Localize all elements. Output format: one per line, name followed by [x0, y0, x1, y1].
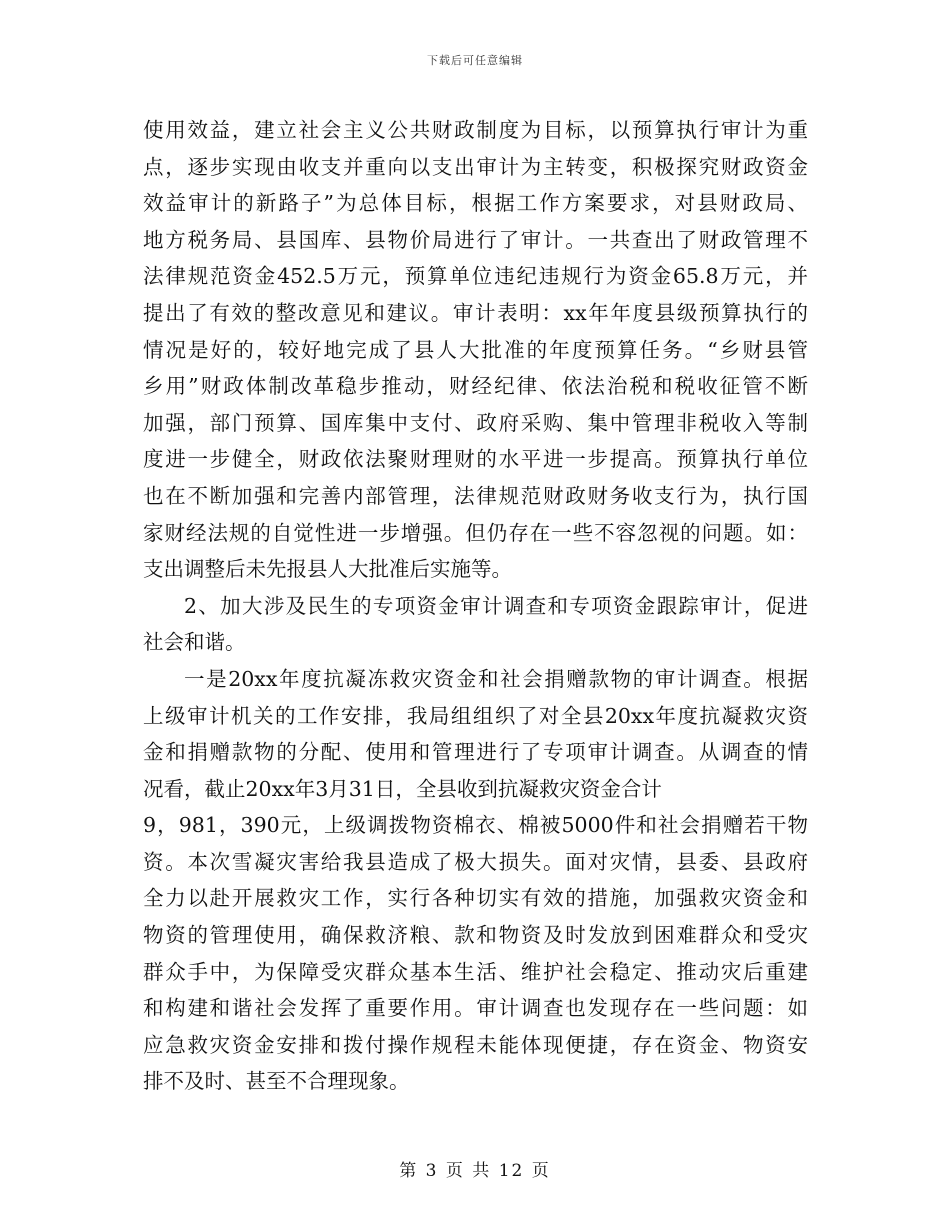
- paragraph-1: [143, 112, 808, 588]
- text-line: 群众手中，为保障受灾群众基本生活、维护社会稳定、推动灾后重建: [143, 959, 808, 984]
- text-line: 物资的管理使用，确保救济粮、款和物资及时发放到困难群众和受灾: [143, 923, 808, 948]
- text-line: 支出调整后未先报县人大批准后实施等。: [143, 557, 512, 582]
- text-line: 和构建和谐社会发挥了重要作用。审计调查也发现存在一些问题：如: [143, 996, 808, 1021]
- text-line: 2、加大涉及民生的专项资金审计调查和专项资金跟踪审计，促进: [184, 593, 808, 618]
- text-line: 地方税务局、县国库、县物价局进行了审计。一共查出了财政管理不: [143, 227, 808, 252]
- text-line: 法律规范资金452.5万元，预算单位违纪违规行为资金65.8万元，并: [143, 264, 808, 289]
- text-line: 情况是好的，较好地完成了县人大批准的年度预算任务。“乡财县管: [143, 337, 808, 362]
- text-line: 效益审计的新路子”为总体目标，根据工作方案要求，对县财政局、: [143, 191, 808, 216]
- text-line: 一是20xx年度抗凝冻救灾资金和社会捐赠款物的审计调查。根据: [184, 666, 808, 691]
- text-line: 点，逐步实现由收支并重向以支出审计为主转变，积极探究财政资金: [143, 154, 808, 179]
- text-line: 家财经法规的自觉性进一步增强。但仍存在一些不容忽视的问题。如：: [143, 520, 808, 545]
- paragraph-2: [143, 588, 808, 661]
- text-line: 提出了有效的整改意见和建议。审计表明：xx年年度县级预算执行的: [143, 300, 808, 325]
- text-line: 加强，部门预算、国库集中支付、政府采购、集中管理非税收入等制: [143, 410, 808, 435]
- text-line: 应急救灾资金安排和拨付操作规程未能体现便捷，存在资金、物资安: [143, 1032, 808, 1057]
- paragraph-3: [143, 661, 808, 1100]
- text-line: 况看，截止20xx年3月31日，全县收到抗凝救灾资金合计: [143, 776, 662, 801]
- text-line: 社会和谐。: [143, 630, 246, 655]
- text-line: 9，981，390元，上级调拨物资棉衣、棉被5000件和社会捐赠若干物: [143, 813, 808, 838]
- page-header: 下载后可任意编辑: [427, 54, 523, 67]
- text-line: 使用效益，建立社会主义公共财政制度为目标，以预算执行审计为重: [143, 118, 808, 142]
- text-line: 度进一步健全，财政依法聚财理财的水平进一步提高。预算执行单位: [143, 447, 808, 472]
- text-line: 金和捐赠款物的分配、使用和管理进行了专项审计调查。从调查的情: [143, 740, 808, 765]
- text-line: 乡用”财政体制改革稳步推动，财经纪律、依法治税和税收征管不断: [143, 374, 808, 399]
- text-line: 上级审计机关的工作安排，我局组组织了对全县20xx年度抗凝救灾资: [143, 703, 808, 728]
- document-body: [143, 112, 808, 1100]
- text-line: 全力以赴开展救灾工作，实行各种切实有效的措施，加强救灾资金和: [143, 886, 808, 911]
- text-line: 资。本次雪凝灾害给我县造成了极大损失。面对灾情，县委、县政府: [143, 849, 808, 874]
- text-line: 也在不断加强和完善内部管理，法律规范财政财务收支行为，执行国: [143, 483, 808, 508]
- page-number: 第 3 页 共 12 页: [399, 1161, 551, 1181]
- text-line: 排不及时、甚至不合理现象。: [143, 1069, 410, 1094]
